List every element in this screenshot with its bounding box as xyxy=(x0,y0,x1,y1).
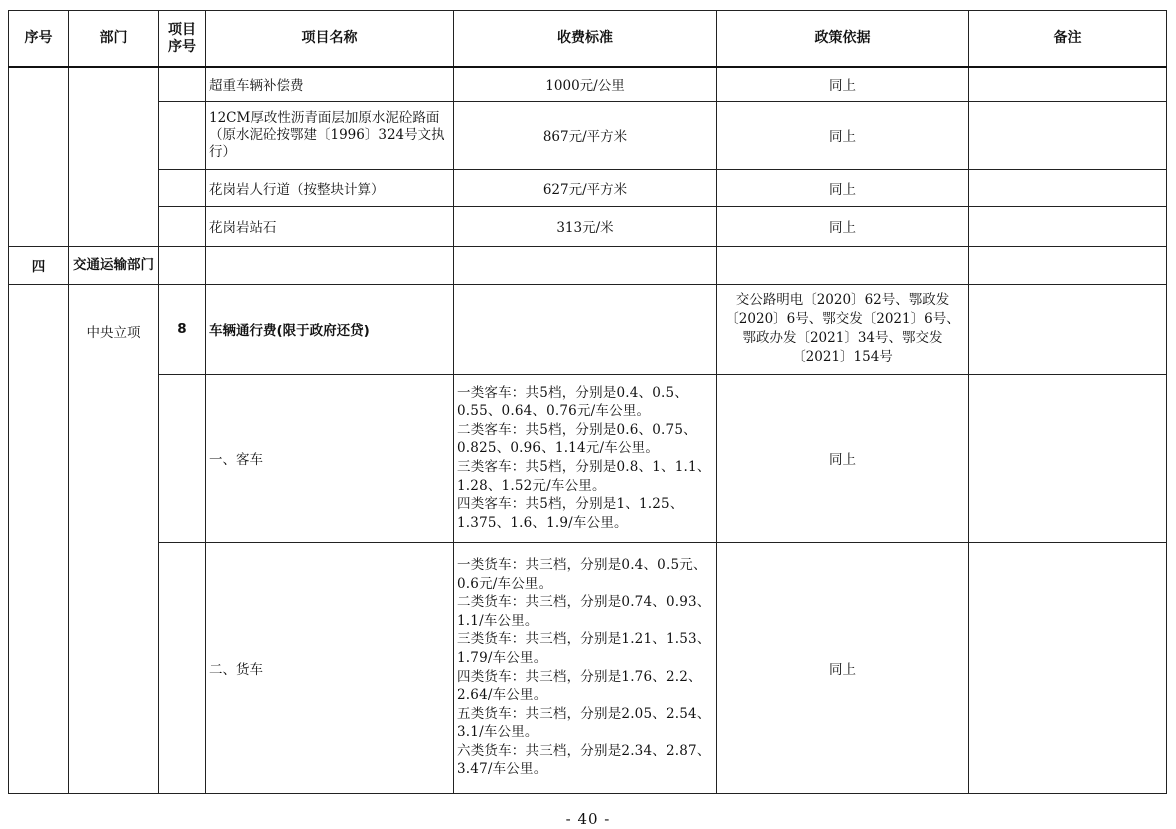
section-row xyxy=(9,246,1167,284)
policy-cell: 同上 xyxy=(717,169,969,206)
remark-cell xyxy=(969,374,1167,542)
col-header-remark: 备注 xyxy=(969,11,1167,68)
standard-cell xyxy=(454,284,717,374)
item-seq-cell xyxy=(159,101,206,169)
section-seq-cell: 四 xyxy=(9,246,69,284)
item-seq-cell xyxy=(159,67,206,101)
policy-cell: 同上 xyxy=(717,101,969,169)
item-seq-cell xyxy=(159,542,206,793)
item-name-cell: 花岗岩人行道（按整块计算） xyxy=(206,169,454,206)
standard-cell: 一类客车：共5档，分别是0.4、0.5、0.55、0.64、0.76元/车公里。 二类客车：共5档，分别是0.6、0.75、0.825、0.96、1.14元/车公里。 三类客车：共5档，分别是0.8、1、1.1、1.28、1.52元/车公里。 四类客车：共5档，分别是1、1.25、1.375、1.6、1.9/车公里。 xyxy=(454,374,717,542)
item-name-cell xyxy=(206,246,454,284)
standard-cell xyxy=(454,246,717,284)
table-row xyxy=(9,284,1167,374)
standard-cell: 627元/平方米 xyxy=(454,169,717,206)
standard-cell: 867元/平方米 xyxy=(454,101,717,169)
col-header-seq: 序号 xyxy=(9,11,69,68)
col-header-item-seq xyxy=(159,11,206,68)
item-name-cell: 车辆通行费(限于政府还贷) xyxy=(206,284,454,374)
dept-cell xyxy=(69,67,159,246)
remark-cell xyxy=(969,542,1167,793)
remark-cell xyxy=(969,284,1167,374)
item-name-cell: 12CM厚改性沥青面层加原水泥砼路面（原水泥砼按鄂建〔1996〕324号文执行） xyxy=(206,101,454,169)
item-seq-line1: 项目 xyxy=(168,21,196,38)
item-name-cell: 二、货车 xyxy=(206,542,454,793)
table-row xyxy=(9,542,1167,793)
policy-cell: 同上 xyxy=(717,206,969,246)
remark-cell xyxy=(969,246,1167,284)
section-dept-cell: 交通运输部门 xyxy=(69,246,159,284)
item-seq-cell xyxy=(159,169,206,206)
fee-table xyxy=(8,10,1167,794)
remark-cell xyxy=(969,206,1167,246)
standard-cell: 一类货车：共三档，分别是0.4、0.5元、0.6元/车公里。 二类货车：共三档，分别是0.74、0.93、1.1/车公里。 三类货车：共三档，分别是1.21、1.53、1.79/车公里。 四类货车：共三档，分别是1.76、2.2、2.64/车公里。 五类货车：共三档，分别是2.05、2.54、3.1/车公里。 六类货车：共三档，分别是2.34、2.87、3.47/车公里。 xyxy=(454,542,717,793)
seq-cell xyxy=(9,67,69,246)
policy-cell: 同上 xyxy=(717,542,969,793)
item-seq-line2: 序号 xyxy=(168,38,196,55)
remark-cell xyxy=(969,101,1167,169)
item-name-cell: 一、客车 xyxy=(206,374,454,542)
item-seq-cell xyxy=(159,246,206,284)
standard-cell: 1000元/公里 xyxy=(454,67,717,101)
remark-cell xyxy=(969,169,1167,206)
table-row xyxy=(9,206,1167,246)
dept-cell: 中央立项 xyxy=(69,284,159,793)
col-header-standard: 收费标准 xyxy=(454,11,717,68)
policy-cell: 同上 xyxy=(717,67,969,101)
item-name-cell: 超重车辆补偿费 xyxy=(206,67,454,101)
item-seq-cell: 8 xyxy=(159,284,206,374)
col-header-dept: 部门 xyxy=(69,11,159,68)
item-seq-cell xyxy=(159,206,206,246)
col-header-name: 项目名称 xyxy=(206,11,454,68)
policy-cell: 交公路明电〔2020〕62号、鄂政发〔2020〕6号、鄂交发〔2021〕6号、鄂政办发〔2021〕34号、鄂交发〔2021〕154号 xyxy=(717,284,969,374)
policy-cell xyxy=(717,246,969,284)
item-name-cell: 花岗岩站石 xyxy=(206,206,454,246)
item-seq-cell xyxy=(159,374,206,542)
table-row xyxy=(9,169,1167,206)
standard-cell: 313元/米 xyxy=(454,206,717,246)
header-row xyxy=(9,11,1167,68)
table-row xyxy=(9,101,1167,169)
remark-cell xyxy=(969,67,1167,101)
seq-cell xyxy=(9,284,69,793)
page-number: - 40 - xyxy=(565,810,611,828)
col-header-policy: 政策依据 xyxy=(717,11,969,68)
table-row xyxy=(9,67,1167,101)
table-row xyxy=(9,374,1167,542)
policy-cell: 同上 xyxy=(717,374,969,542)
